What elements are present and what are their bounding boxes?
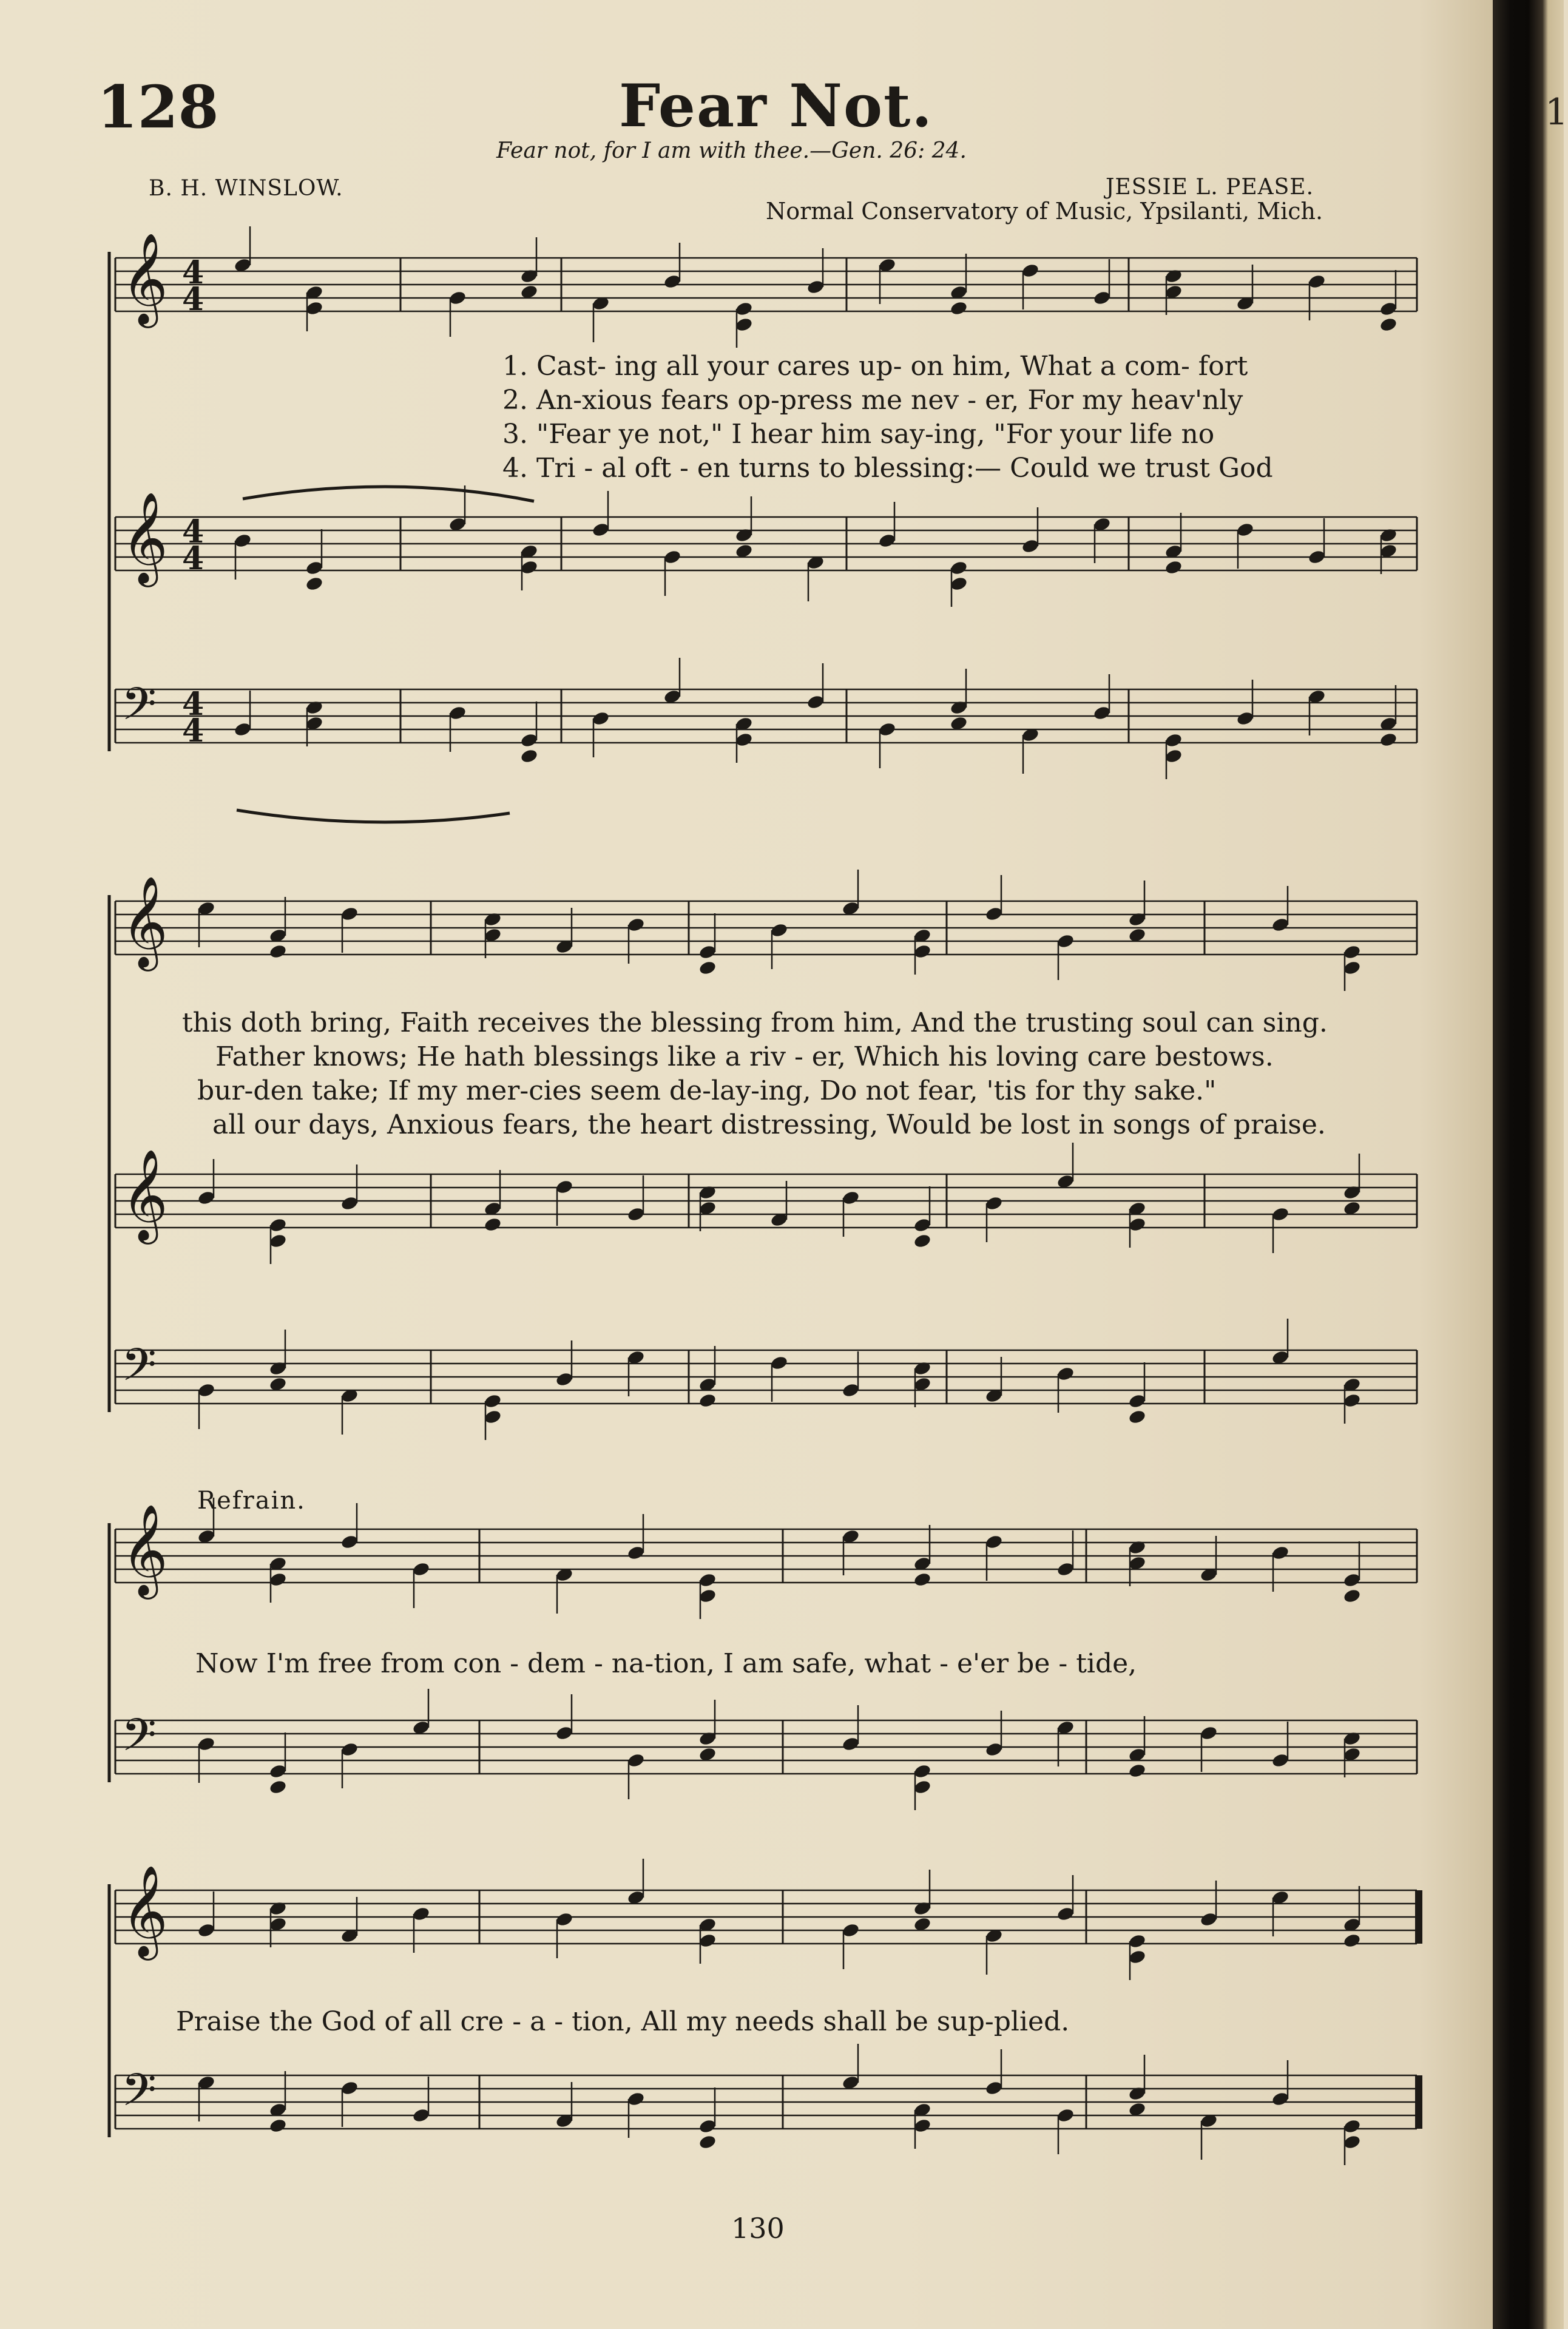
note-head	[913, 1572, 932, 1587]
song-title: Fear Not.	[619, 72, 933, 140]
bass-clef-icon: 𝄢	[121, 1709, 157, 1773]
final-double-barline	[1415, 2075, 1422, 2129]
footer-page-number: 130	[731, 2212, 785, 2245]
verse-4-line-1: 4. Tri - al oft - en turns to blessing:— Could we trust God	[502, 453, 1273, 484]
note-head	[269, 2118, 288, 2134]
slur-tie	[243, 487, 534, 501]
scripture-reference: Fear not, for I am with thee.—Gen. 26: 24.	[496, 138, 967, 163]
composer-affiliation: Normal Conservatory of Music, Ypsilanti, Mich.	[766, 198, 1323, 225]
time-signature-top: 4	[182, 254, 204, 291]
hymn-number: 128	[97, 73, 219, 141]
poet-credit: B. H. WINSLOW.	[149, 176, 343, 201]
verse-1-line-2: this doth bring, Faith receives the blessing from him, And the trusting soul can sing.	[182, 1007, 1328, 1038]
treble-clef-icon: 𝄞	[121, 491, 168, 583]
bass-clef-icon: 𝄢	[121, 2064, 157, 2128]
bass-clef-icon: 𝄢	[121, 678, 157, 742]
note-head	[1343, 1588, 1362, 1604]
verse-2-line-2: Father knows; He hath blessings like a riv - er, Which his loving care bestows.	[215, 1041, 1274, 1072]
treble-clef-icon: 𝄞	[121, 1864, 168, 1956]
note-head	[698, 1393, 717, 1408]
note-head	[1379, 732, 1398, 748]
note-head	[520, 748, 539, 764]
slur-tie	[237, 810, 510, 822]
note-head	[950, 300, 968, 316]
note-head	[1128, 1409, 1147, 1425]
composer-credit: JESSIE L. PEASE.	[1106, 175, 1314, 200]
treble-clef-icon: 𝄞	[121, 875, 168, 967]
refrain-lyric-line-2: Praise the God of all cre - a - tion, All my needs shall be sup-plied.	[176, 2006, 1070, 2037]
verse-4-line-2: all our days, Anxious fears, the heart distressing, Would be lost in songs of praise.	[212, 1109, 1326, 1140]
time-signature-bottom: 4	[182, 281, 204, 318]
note-head	[305, 576, 324, 592]
treble-clef-icon: 𝄞	[121, 232, 168, 324]
verse-3-line-2: bur-den take; If my mer-cies seem de-lay-ing, Do not fear, 'tis for thy sake."	[197, 1075, 1217, 1106]
note-head	[269, 944, 288, 959]
note-head	[1379, 317, 1398, 333]
treble-clef-icon: 𝄞	[121, 1148, 168, 1240]
note-head	[698, 2134, 717, 2150]
note-head	[1128, 1763, 1147, 1779]
refrain-lyric-line-1: Now I'm free from con - dem - na-tion, I am safe, what - e'er be - tide,	[195, 1648, 1137, 1679]
time-signature-top: 4	[182, 513, 204, 550]
refrain-label: Refrain.	[197, 1487, 306, 1515]
verse-3-line-1: 3. "Fear ye not," I hear him say-ing, "For your life no	[502, 419, 1215, 450]
verse-2-line-1: 2. An-xious fears op-press me nev - er, For my heav'nly	[502, 385, 1243, 416]
note-head	[913, 1233, 932, 1249]
verse-1-line-1: 1. Cast- ing all your cares up- on him, What a com- fort	[502, 351, 1248, 382]
note-head	[484, 1217, 502, 1232]
note-head	[1164, 559, 1183, 575]
note-head	[698, 960, 717, 976]
note-head	[269, 1779, 288, 1795]
book-spine-gutter	[1493, 0, 1564, 2329]
time-signature-top: 4	[182, 686, 204, 723]
time-signature-bottom: 4	[182, 712, 204, 749]
time-signature-bottom: 4	[182, 540, 204, 577]
bass-clef-icon: 𝄢	[121, 1339, 157, 1402]
final-double-barline	[1415, 1890, 1422, 1944]
treble-clef-icon: 𝄞	[121, 1503, 168, 1595]
note-head	[1343, 1933, 1362, 1949]
adjacent-page-number-fragment: 1	[1545, 91, 1568, 134]
